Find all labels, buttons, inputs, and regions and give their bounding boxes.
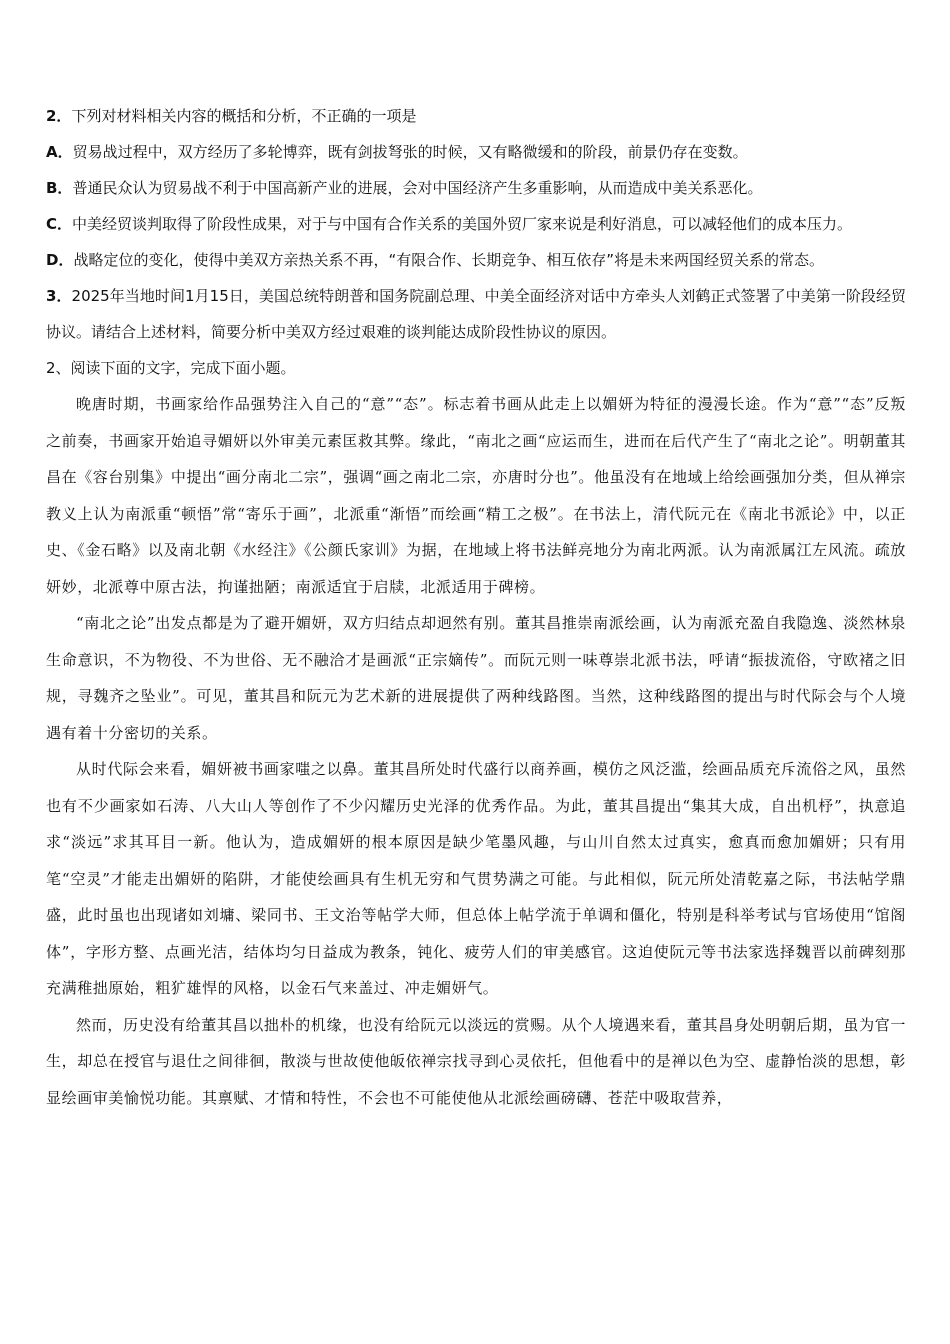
- section-2-heading: 2、阅读下面的文字，完成下面小题。: [46, 359, 296, 377]
- question-2-option-a: [46, 134, 906, 170]
- question-3-number: 3．: [46, 287, 72, 305]
- option-label: B．: [46, 179, 73, 197]
- option-label: D．: [46, 251, 74, 269]
- question-2-text: 下列对材料相关内容的概括和分析，不正确的一项是: [71, 107, 417, 125]
- question-2-stem: [46, 98, 906, 134]
- question-2-option-d: [46, 242, 906, 278]
- question-3-text: 2025年当地时间1月15日，美国总统特朗普和国务院副总理、中美全面经济对话中方牵头人刘鹤正式签署了中美第一阶段经贸协议。请结合上述材料，简要分析中美双方经过艰难的谈判能达成阶段性协议的原因。: [46, 287, 907, 341]
- option-label: C．: [46, 215, 73, 233]
- option-text: 中美经贸谈判取得了阶段性成果，对于与中国有合作关系的美国外贸厂家来说是利好消息，可以减轻他们的成本压力。: [72, 215, 853, 233]
- passage-paragraph-3: 从时代际会来看，媚妍被书画家嗤之以鼻。董其昌所处时代盛行以商养画，模仿之风泛滥，绘画品质充斥流俗之风，虽然也有不少画家如石涛、八大山人等创作了不少闪耀历史光泽的优秀作品。为此，董其昌提出“集其大成，自出机杼”，执意追求“淡远”求其耳目一新。他认为，造成媚妍的根本原因是缺少笔墨风趣，与山川自然太过真实，愈真而愈加媚妍；只有用笔“空灵”才能走出媚妍的陷阱，才能使绘画具有生机无穷和气贯势满之可能。与此相似，阮元所处清乾嘉之际，书法帖学鼎盛，此时虽也出现诸如刘墉、梁同书、王文治等帖学大师，但总体上帖学流于单调和僵化，特别是科举考试与官场使用“馆阁体”，字形方整、点画光洁，结体均匀日益成为教条，钝化、疲劳人们的审美感官。这迫使阮元等书法家选择魏晋以前碑刻那充满稚拙原始，粗犷雄悍的风格，以金石气来盖过、冲走媚妍气。: [46, 760, 906, 997]
- question-3: [46, 278, 906, 350]
- option-text: 战略定位的变化，使得中美双方亲热关系不再，“有限合作、长期竞争、相互依存”将是未来两国经贸关系的常态。: [73, 251, 825, 269]
- document-body: [46, 98, 906, 1116]
- option-label: A．: [46, 143, 73, 161]
- question-2-number: 2．: [46, 107, 72, 125]
- passage-paragraph-4: 然而，历史没有给董其昌以拙朴的机缘，也没有给阮元以淡远的赏赐。从个人境遇来看，董其昌身处明朝后期，虽为官一生，却总在授官与退仕之间徘徊，散淡与世故使他皈依禅宗找寻到心灵依托，但他看中的是禅以色为空、虚静怡淡的思想，彰显绘画审美愉悦功能。其禀赋、才情和特性，不会也不可能使他从北派绘画磅礴、苍茫中吸取营养，: [46, 1015, 906, 1107]
- question-2-option-c: [46, 206, 906, 242]
- option-text: 普通民众认为贸易战不利于中国高新产业的进展，会对中国经济产生多重影响，从而造成中美关系恶化。: [72, 179, 763, 197]
- passage-paragraph-1: 晚唐时期，书画家给作品强势注入自己的“意”“态”。标志着书画从此走上以媚妍为特征的漫漫长途。作为“意”“态”反叛之前奏，书画家开始追寻媚妍以外审美元素匡救其弊。缘此，“南北之画“应运而生，进而在后代产生了“南北之论”。明朝董其昌在《容台别集》中提出“画分南北二宗”，强调“画之南北二宗，亦唐时分也”。他虽没有在地域上给绘画强加分类，但从禅宗教义上认为南派重“顿悟”常“寄乐于画”，北派重“渐悟”而绘画“精工之极”。在书法上，清代阮元在《南北书派论》中，以正史、《金石略》以及南北朝《水经注》《公颜氏家训》为据，在地域上将书法鲜亮地分为南北两派。认为南派属江左风流。疏放妍妙，北派尊中原古法，拘谨拙陋；南派适宜于启牍，北派适用于碑榜。: [46, 395, 906, 596]
- passage-paragraph-2: “南北之论”出发点都是为了避开媚妍，双方归结点却迥然有别。董其昌推崇南派绘画，认为南派充盈自我隐逸、淡然林泉生命意识，不为物役、不为世俗、无不融洽才是画派“正宗嫡传”。而阮元则一味尊崇北派书法，呼请“振拔流俗，守欧褚之旧规，寻魏齐之坠业”。可见，董其昌和阮元为艺术新的进展提供了两种线路图。当然，这种线路图的提出与时代际会与个人境遇有着十分密切的关系。: [46, 614, 906, 742]
- option-text: 贸易战过程中，双方经历了多轮博弈，既有剑拔弩张的时候，又有略微缓和的阶段，前景仍存在变数。: [72, 143, 748, 161]
- question-2-option-b: [46, 170, 906, 206]
